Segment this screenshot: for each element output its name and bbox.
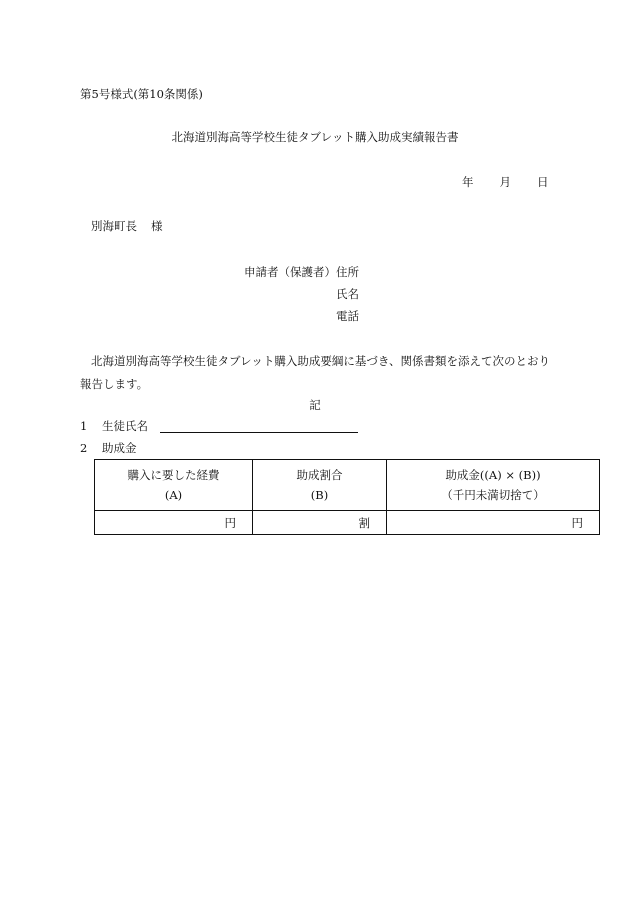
header-cell-rate — [253, 460, 387, 511]
date-day-label: 日 — [537, 175, 549, 189]
student-name-blank-line — [160, 432, 358, 433]
header-cost-line2: (A) — [164, 488, 183, 502]
date-month-label: 月 — [499, 175, 511, 189]
addressee-honorific: 様 — [151, 219, 163, 233]
rate-value-cell: 割 — [253, 511, 387, 535]
item-number: 1 — [80, 419, 88, 433]
table-header-row — [95, 460, 600, 511]
header-rate-line1: 助成割合 — [296, 468, 343, 482]
grant-table — [94, 459, 600, 535]
item-number: 2 — [80, 441, 88, 455]
date-year-label: 年 — [462, 175, 474, 189]
cost-value-cell: 円 — [95, 511, 253, 535]
table-value-row — [95, 511, 600, 535]
body-text: 北海道別海高等学校生徒タブレット購入助成要綱に基づき、関係書類を添えて次のとおり報告します。 — [80, 354, 550, 391]
document-title: 北海道別海高等学校生徒タブレット購入助成実績報告書 — [171, 130, 459, 144]
addressee — [91, 219, 163, 233]
item-grant — [80, 441, 137, 455]
addressee-name: 別海町長 — [91, 219, 137, 233]
header-cell-cost — [95, 460, 253, 511]
header-rate-line2: (B) — [310, 488, 329, 502]
date-line — [462, 175, 549, 189]
header-cell-grant — [387, 460, 600, 511]
header-grant-line2: （千円未満切捨て） — [441, 488, 545, 502]
item-label: 生徒氏名 — [102, 419, 148, 433]
item-label: 助成金 — [102, 441, 137, 455]
item-student-name — [80, 419, 148, 433]
applicant-address-label: 申請者（保護者）住所 — [244, 265, 359, 279]
header-grant-line1: 助成金((A) × (B)) — [445, 468, 541, 482]
form-number: 第5号様式(第10条関係) — [80, 87, 203, 101]
applicant-phone-label: 電話 — [336, 309, 359, 323]
grant-value-cell: 円 — [387, 511, 600, 535]
ki-heading: 記 — [309, 398, 321, 412]
applicant-name-label: 氏名 — [336, 287, 359, 301]
header-cost-line1: 購入に要した経費 — [127, 468, 220, 482]
